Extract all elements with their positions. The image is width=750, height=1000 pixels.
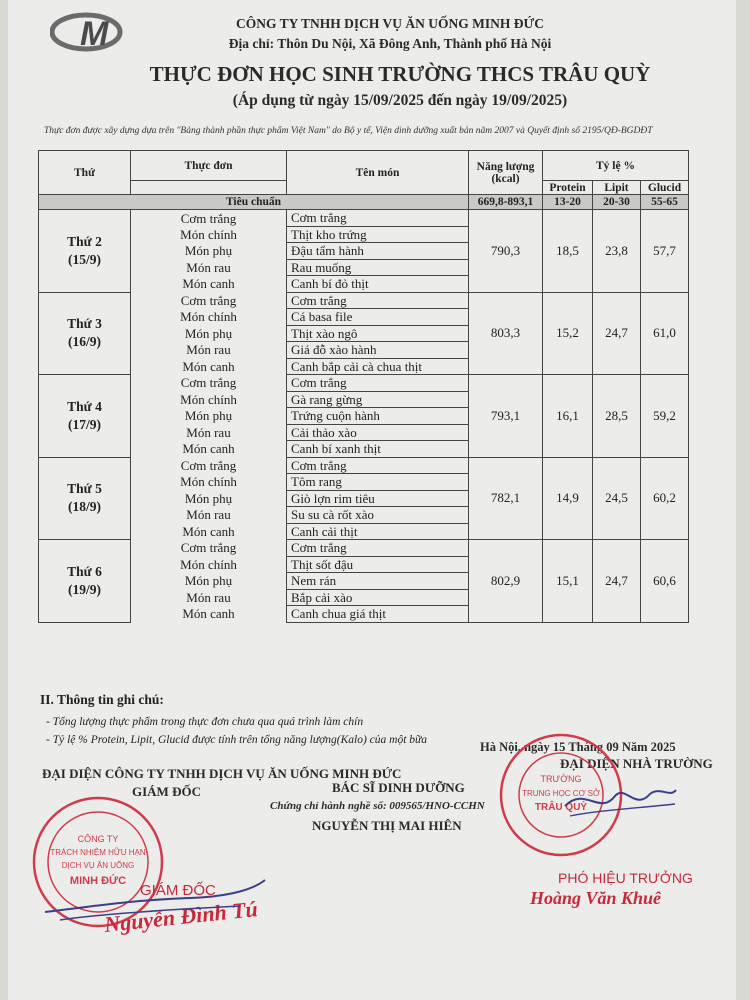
meal-category: Món canh <box>131 358 287 375</box>
col-protein-header: Protein <box>543 181 593 195</box>
meal-category: Món rau <box>131 424 287 441</box>
meal-category: Món chính <box>131 391 287 408</box>
dish-name: Cơm trắng <box>287 210 469 227</box>
dish-name: Cơm trắng <box>287 292 469 309</box>
meal-category: Món chính <box>131 474 287 491</box>
company-address: Địa chỉ: Thôn Du Nội, Xã Đông Anh, Thành phố Hà Nội <box>228 36 552 51</box>
meal-category: Món rau <box>131 589 287 606</box>
svg-text:DỊCH VỤ ĂN UỐNG: DỊCH VỤ ĂN UỐNG <box>61 861 135 870</box>
day-date: (16/9) <box>68 334 101 350</box>
dish-name: Cơm trắng <box>287 540 469 557</box>
meal-category: Món phụ <box>131 325 287 342</box>
dish-name: Giò lợn rim tiêu <box>287 490 469 507</box>
menu-row <box>39 210 689 227</box>
day-label: Thứ 6 <box>67 563 102 579</box>
col-glucid-header: Glucid <box>641 181 689 195</box>
svg-text:TRUNG HỌC CƠ SỞ: TRUNG HỌC CƠ SỞ <box>522 789 600 798</box>
meal-category: Cơm trắng <box>131 292 287 309</box>
menu-row <box>39 540 689 557</box>
col-menu-spacer <box>131 181 287 195</box>
note-item: - Tỷ lệ % Protein, Lipit, Glucid được tính trên tổng năng lượng(Kalo) của một bữa <box>46 734 428 746</box>
glucid-value: 59,2 <box>641 375 689 458</box>
lipid-value: 24,7 <box>593 540 641 623</box>
meal-category: Món phụ <box>131 573 287 590</box>
col-menu-header: Thực đơn <box>131 151 287 181</box>
doctor-certificate: Chứng chỉ hành nghề số: 009565/HNO-CCHN <box>270 800 485 812</box>
meal-category: Cơm trắng <box>131 457 287 474</box>
standard-glucid: 55-65 <box>641 195 689 210</box>
day-label: Thứ 4 <box>67 398 102 414</box>
day-label: Thứ 2 <box>67 233 102 249</box>
dish-name: Canh bí xanh thịt <box>287 441 469 458</box>
company-role: GIÁM ĐỐC <box>132 784 201 799</box>
dish-name: Cơm trắng <box>287 457 469 474</box>
page-subtitle: (Áp dụng từ ngày 15/09/2025 đến ngày 19/09/2025) <box>232 92 568 109</box>
meal-category: Món phụ <box>131 490 287 507</box>
glucid-value: 60,2 <box>641 457 689 540</box>
dish-name: Canh bắp cải cà chua thịt <box>287 358 469 375</box>
day-label: Thứ 3 <box>67 316 102 332</box>
director-signature <box>40 870 270 930</box>
svg-text:MINH ĐỨC: MINH ĐỨC <box>69 875 127 887</box>
energy-value: 793,1 <box>469 375 543 458</box>
day-date: (17/9) <box>68 416 101 432</box>
day-cell <box>39 457 131 540</box>
dish-name: Thịt sốt đậu <box>287 556 469 573</box>
meal-category: Món chính <box>131 309 287 326</box>
svg-text:TRÁCH NHIỆM HỮU HẠN: TRÁCH NHIỆM HỮU HẠN <box>50 848 146 857</box>
energy-value: 802,9 <box>469 540 543 623</box>
day-date: (18/9) <box>68 499 101 515</box>
svg-text:M: M <box>80 15 109 52</box>
company-name: CÔNG TY TNHH DỊCH VỤ ĂN UỐNG MINH ĐỨC <box>235 16 544 31</box>
vice-principal-title: PHÓ HIỆU TRƯỞNG <box>558 870 693 886</box>
col-energy-header: Năng lượng (kcal) <box>469 151 543 195</box>
meal-category: Món rau <box>131 342 287 359</box>
day-cell <box>39 210 131 293</box>
protein-value: 16,1 <box>543 375 593 458</box>
day-date: (19/9) <box>68 581 101 597</box>
standard-protein: 13-20 <box>543 195 593 210</box>
meal-category: Cơm trắng <box>131 540 287 557</box>
principal-signature <box>560 776 680 826</box>
col-dish-header: Tên món <box>287 151 469 195</box>
dish-name: Gà rang gừng <box>287 391 469 408</box>
lipid-value: 24,7 <box>593 292 641 375</box>
doctor-title: BÁC SĨ DINH DƯỠNG <box>332 780 465 795</box>
standard-label: Tiêu chuẩn <box>39 195 469 210</box>
day-label: Thứ 5 <box>67 481 102 497</box>
vice-principal-name: Hoàng Văn Khuê <box>530 888 662 908</box>
svg-text:TRƯỜNG: TRƯỜNG <box>540 774 582 784</box>
page-title: THỰC ĐƠN HỌC SINH TRƯỜNG THCS TRÂU QUỲ <box>149 62 651 86</box>
day-cell <box>39 540 131 623</box>
protein-value: 15,2 <box>543 292 593 375</box>
lipid-value: 28,5 <box>593 375 641 458</box>
glucid-value: 57,7 <box>641 210 689 293</box>
meal-category: Món canh <box>131 523 287 540</box>
dish-name: Nem rán <box>287 573 469 590</box>
svg-text:TRÂU QUỲ: TRÂU QUỲ <box>534 802 588 813</box>
energy-value: 803,3 <box>469 292 543 375</box>
col-day-header: Thứ <box>39 151 131 195</box>
svg-text:CÔNG TY: CÔNG TY <box>77 834 119 844</box>
dish-name: Bắp cải xào <box>287 589 469 606</box>
dish-name: Giá đỗ xào hành <box>287 342 469 359</box>
director-title: GIÁM ĐỐC <box>140 882 216 899</box>
dish-name: Cải thảo xào <box>287 424 469 441</box>
protein-value: 18,5 <box>543 210 593 293</box>
day-cell <box>39 292 131 375</box>
menu-row <box>39 375 689 392</box>
glucid-value: 60,6 <box>641 540 689 623</box>
meal-category: Món phụ <box>131 408 287 425</box>
dish-name: Tôm rang <box>287 474 469 491</box>
standard-lipid: 20-30 <box>593 195 641 210</box>
dish-name: Su su cà rốt xào <box>287 507 469 524</box>
standard-energy: 669,8-893,1 <box>469 195 543 210</box>
doctor-name: NGUYỄN THỊ MAI HIÊN <box>312 818 462 833</box>
lipid-value: 23,8 <box>593 210 641 293</box>
dish-name: Canh bí đỏ thịt <box>287 276 469 293</box>
lipid-value: 24,5 <box>593 457 641 540</box>
school-rep-title: ĐẠI DIỆN NHÀ TRƯỜNG <box>560 756 713 771</box>
note-item: - Tổng lượng thực phẩm trong thực đơn chưa qua quá trình làm chín <box>46 716 364 728</box>
protein-value: 14,9 <box>543 457 593 540</box>
notes-heading: II. Thông tin ghi chú: <box>40 692 164 707</box>
director-name: Nguyễn Đình Tú <box>103 896 259 937</box>
dish-name: Cơm trắng <box>287 375 469 392</box>
dish-name: Canh chua giá thịt <box>287 606 469 623</box>
dish-name: Rau muống <box>287 259 469 276</box>
meal-category: Món rau <box>131 259 287 276</box>
meal-category: Cơm trắng <box>131 210 287 227</box>
dish-name: Cá basa file <box>287 309 469 326</box>
col-ratio-header: Tỷ lệ % <box>543 151 689 181</box>
menu-row <box>39 292 689 309</box>
dish-name: Canh cải thịt <box>287 523 469 540</box>
energy-value: 782,1 <box>469 457 543 540</box>
energy-value: 790,3 <box>469 210 543 293</box>
meal-category: Món rau <box>131 507 287 524</box>
meal-category: Món chính <box>131 556 287 573</box>
meal-category: Món phụ <box>131 243 287 260</box>
dish-name: Trứng cuộn hành <box>287 408 469 425</box>
glucid-value: 61,0 <box>641 292 689 375</box>
company-rep-title: ĐẠI DIỆN CÔNG TY TNHH DỊCH VỤ ĂN UỐNG MINH ĐỨC <box>42 766 402 781</box>
menu-table <box>38 150 689 623</box>
meal-category: Món chính <box>131 226 287 243</box>
menu-row <box>39 457 689 474</box>
meal-category: Cơm trắng <box>131 375 287 392</box>
protein-value: 15,1 <box>543 540 593 623</box>
source-note: Thực đơn được xây dựng dựa trên "Bảng thành phần thực phẩm Việt Nam" do Bộ y tế, Viện dinh dưỡng xuất bản năm 2007 và Quyết định số 2195/QĐ-BGDĐT <box>44 126 653 136</box>
date-line: Hà Nội, ngày 15 Tháng 09 Năm 2025 <box>480 740 676 754</box>
dish-name: Thịt xào ngô <box>287 325 469 342</box>
meal-category: Món canh <box>131 606 287 623</box>
dish-name: Thịt kho trứng <box>287 226 469 243</box>
dish-name: Đậu tẩm hành <box>287 243 469 260</box>
col-lipid-header: Lipit <box>593 181 641 195</box>
day-cell <box>39 375 131 458</box>
standard-row <box>39 195 689 210</box>
day-date: (15/9) <box>68 251 101 267</box>
meal-category: Món canh <box>131 276 287 293</box>
meal-category: Món canh <box>131 441 287 458</box>
